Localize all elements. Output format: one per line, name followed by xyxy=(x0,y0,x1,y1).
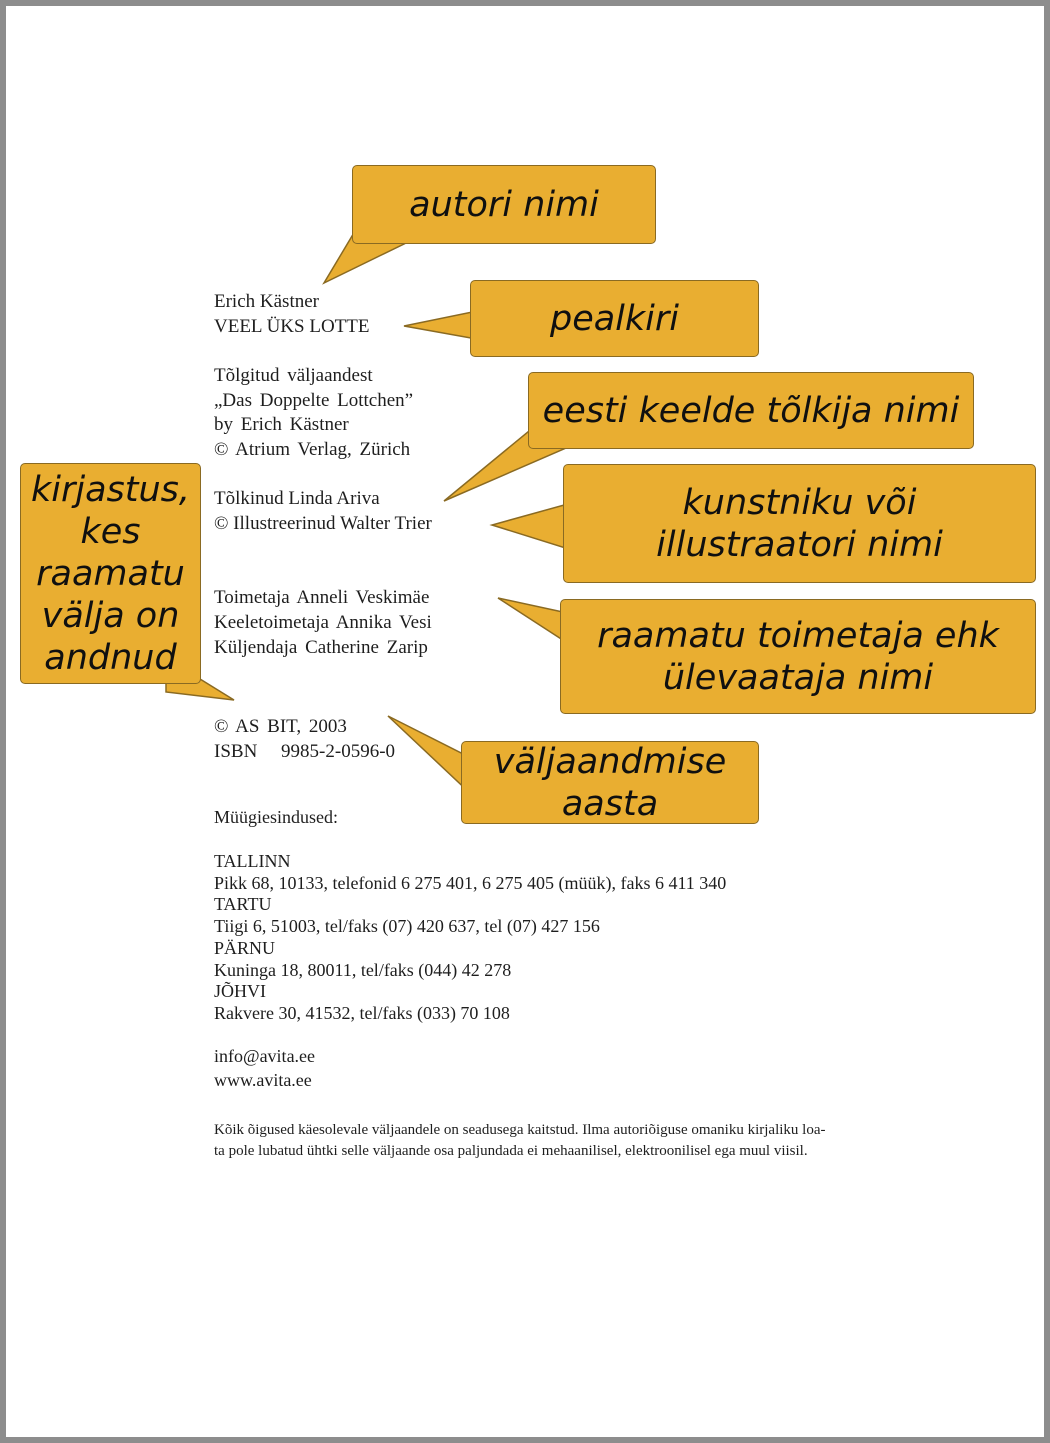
language-editor-name: Keeletoimetaja Annika Vesi xyxy=(214,612,432,633)
original-copyright: © Atrium Verlag, Zürich xyxy=(214,439,411,460)
callout-publisher: kirjastus, kes raamatu välja on andnud xyxy=(20,463,201,684)
layout-designer-name: Küljendaja Catherine Zarip xyxy=(214,637,428,658)
original-title: „Das Doppelte Lottchen” xyxy=(214,390,414,411)
translator-name: Tõlkinud Linda Ariva xyxy=(214,488,380,509)
rights-line: ta pole lubatud ühtki selle väljaande osa paljundada ei mehaanilisel, elektroonilisel ega muul viisil. xyxy=(214,1143,808,1159)
sales-line: TALLINN xyxy=(214,851,291,871)
book-title: VEEL ÜKS LOTTE xyxy=(214,316,370,337)
rights-line: Kõik õigused käesolevale väljaandele on seadusega kaitstud. Ilma autoriõiguse omaniku kirjaliku loa- xyxy=(214,1122,826,1138)
contact-website: www.avita.ee xyxy=(214,1070,312,1090)
sales-line: Rakvere 30, 41532, tel/faks (033) 70 108 xyxy=(214,1002,510,1023)
callout-translator: eesti keelde tõlkija nimi xyxy=(528,372,974,449)
original-author: by Erich Kästner xyxy=(214,414,349,435)
callout-year: väljaandmise aasta xyxy=(461,741,759,824)
editor-name: Toimetaja Anneli Veskimäe xyxy=(214,587,430,608)
sales-line: TARTU xyxy=(214,894,272,915)
publisher-copyright: © AS BIT, 2003 xyxy=(214,716,347,737)
isbn: ISBN 9985-2-0596-0 xyxy=(214,741,396,762)
sales-line: Tiigi 6, 51003, tel/faks (07) 420 637, tel (07) 427 156 xyxy=(214,916,600,937)
sales-line: PÄRNU xyxy=(214,937,276,958)
illustrator-name: © Illustreerinud Walter Trier xyxy=(214,513,432,534)
callout-title: pealkiri xyxy=(470,280,759,357)
sales-heading: Müügiesindused: xyxy=(214,807,338,827)
contact-email: info@avita.ee xyxy=(214,1046,316,1066)
sales-line: JÕHVI xyxy=(214,981,266,1002)
sales-line: Pikk 68, 10133, telefonid 6 275 401, 6 275 405 (müük), faks 6 411 340 xyxy=(214,872,727,893)
sales-line: Kuninga 18, 80011, tel/faks (044) 42 278 xyxy=(214,959,512,980)
author-name: Erich Kästner xyxy=(214,291,319,312)
callout-author: autori nimi xyxy=(352,165,656,244)
translated-from-label: Tõlgitud väljaandest xyxy=(214,365,373,386)
callout-illustrator: kunstniku või illustraatori nimi xyxy=(563,464,1036,583)
callout-editor: raamatu toimetaja ehk ülevaataja nimi xyxy=(560,599,1036,714)
